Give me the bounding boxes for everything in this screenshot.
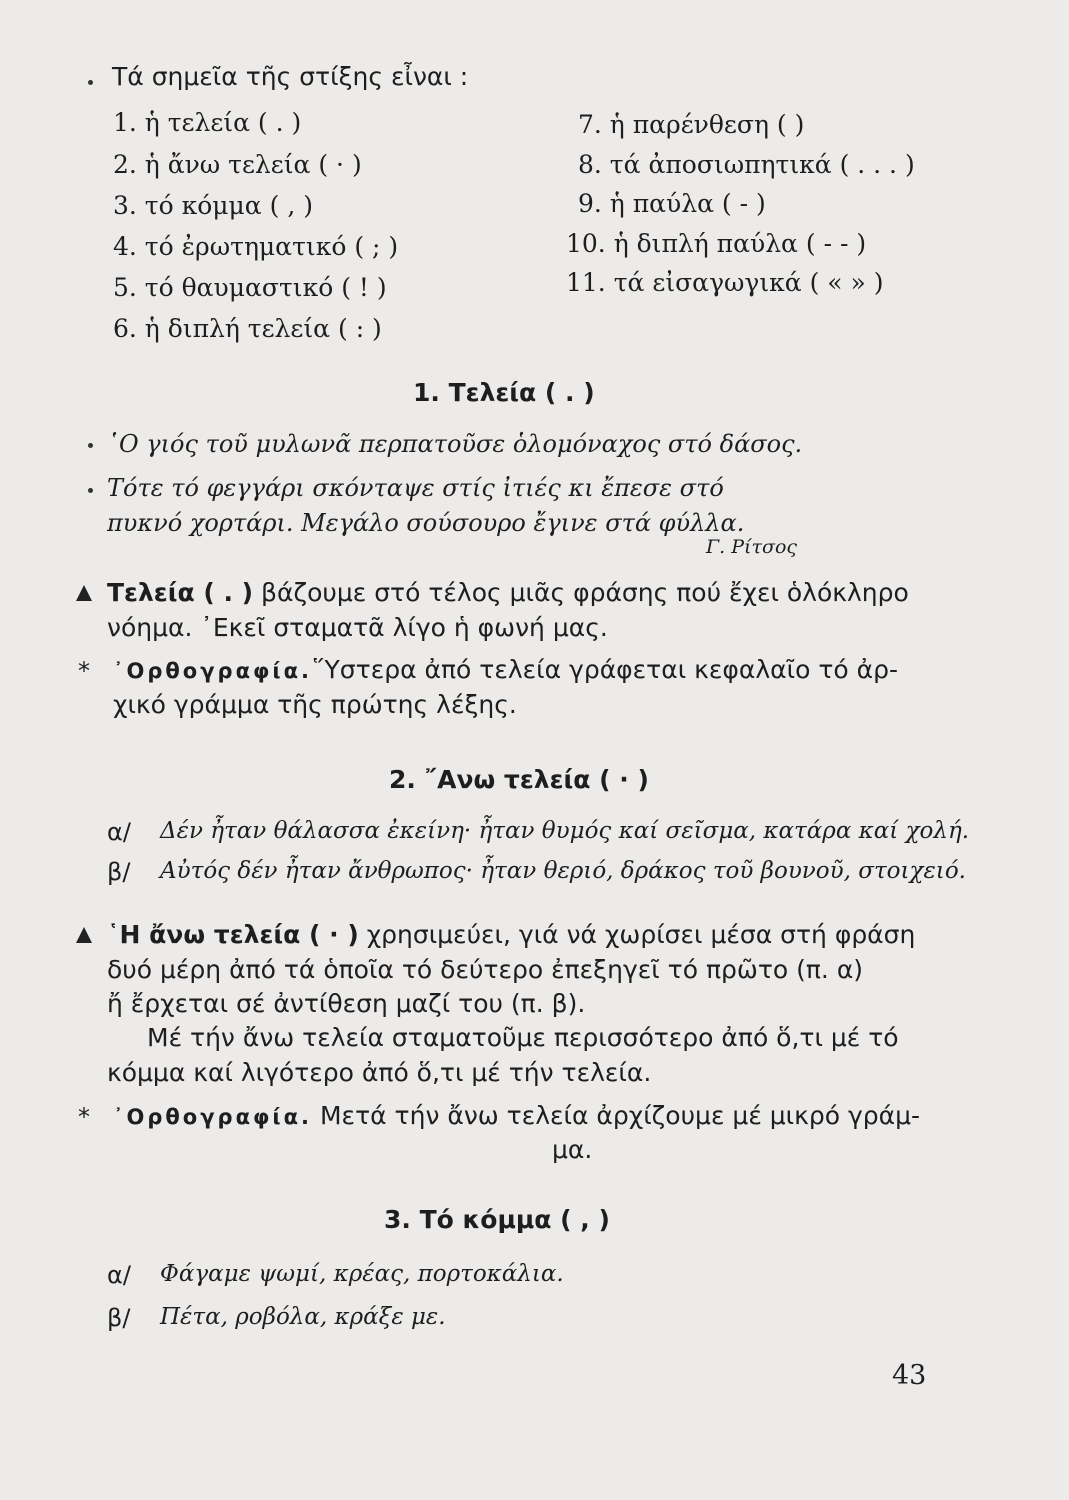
author-credit: Γ. Ρίτσος xyxy=(706,536,798,558)
section1-rule-line1 xyxy=(107,578,909,607)
example-a: Φάγαμε ψωμί, κρέας, πορτοκάλια. xyxy=(160,1261,564,1287)
rule-text: χρησιμεύει, γιά νά χωρίσει μέσα στή φράση xyxy=(358,920,916,949)
example-a: Δέν ἦταν θάλασσα ἐκείνη· ἦταν θυμός καί σεῖσμα, κατάρα καί χολή. xyxy=(160,818,970,844)
rule-triangle-icon xyxy=(76,585,92,601)
section2-ortho-line2: μα. xyxy=(552,1135,593,1164)
example-label-b: β/ xyxy=(107,1304,131,1332)
ortho-label: ᾿Ορθογραφία. xyxy=(113,1105,313,1129)
mark-item-3: 3. τό κόμμα ( , ) xyxy=(113,191,313,220)
mark-item-1: 1. ἡ τελεία ( . ) xyxy=(113,108,302,137)
mark-item-11: 11. τά εἰσαγωγικά ( « » ) xyxy=(566,268,884,297)
asterisk-icon: * xyxy=(78,1103,90,1131)
section2-rule-line4: Μέ τήν ἄνω τελεία σταματοῦμε περισσότερο ἀπό ὅ,τι μέ τό xyxy=(147,1023,899,1052)
intro-text: Τά σημεῖα τῆς στίξης εἶναι : xyxy=(112,62,469,91)
mark-item-4: 4. τό ἐρωτηματικό ( ; ) xyxy=(113,232,399,261)
example-label-a: α/ xyxy=(107,818,131,846)
ortho-text: Μετά τήν ἄνω τελεία ἀρχίζουμε μέ μικρό γράμ- xyxy=(319,1101,921,1130)
example-b: Αὐτός δέν ἦταν ἄνθρωπος· ἦταν θεριό, δράκος τοῦ βουνοῦ, στοιχειό. xyxy=(160,858,966,884)
asterisk-icon: * xyxy=(78,657,90,685)
mark-item-6: 6. ἡ διπλή τελεία ( : ) xyxy=(113,314,382,343)
mark-item-8: 8. τά ἀποσιωπητικά ( . . . ) xyxy=(578,150,915,179)
mark-item-2: 2. ἡ ἄνω τελεία ( · ) xyxy=(113,150,362,179)
section1-rule-line2: νόημα. ᾿Εκεῖ σταματᾶ λίγο ἡ φωνή μας. xyxy=(107,613,608,642)
section1-ortho-line1 xyxy=(113,655,898,684)
example-label-a: α/ xyxy=(107,1261,131,1289)
rule-term: Τελεία ( . ) xyxy=(107,578,254,607)
example-b: Πέτα, ροβόλα, κράξε με. xyxy=(160,1304,446,1330)
mark-item-5: 5. τό θαυμαστικό ( ! ) xyxy=(113,273,387,302)
example-line-2: Τότε τό φεγγάρι σκόνταψε στίς ἰτιές κι ἔπεσε στό xyxy=(107,474,724,502)
section2-rule-line2: δυό μέρη ἀπό τά ὁποῖα τό δεύτερο ἐπεξηγεῖ τό πρῶτο (π. α) xyxy=(107,955,864,984)
section2-ortho-line1 xyxy=(113,1101,920,1130)
rule-term: ῾Η ἄνω τελεία ( · ) xyxy=(107,920,359,949)
example-line-1: ῾Ο γιός τοῦ μυλωνᾶ περπατοῦσε ὁλομόναχος στό δάσος. xyxy=(107,430,803,458)
section3-heading: 3. Τό κόμμα ( , ) xyxy=(384,1205,610,1234)
bullet-dot xyxy=(88,488,93,493)
bullet-dot xyxy=(88,443,93,448)
mark-item-9: 9. ἡ παύλα ( - ) xyxy=(578,189,766,218)
example-line-3: πυκνό χορτάρι. Μεγάλο σούσουρο ἔγινε στά φύλλα. xyxy=(107,509,745,537)
section1-ortho-line2: χικό γράμμα τῆς πρώτης λέξης. xyxy=(113,690,517,719)
mark-item-7: 7. ἡ παρένθεση ( ) xyxy=(578,110,805,139)
page-number: 43 xyxy=(892,1360,927,1391)
example-label-b: β/ xyxy=(107,858,131,886)
bullet-dot xyxy=(88,80,93,85)
ortho-label: ᾿Ορθογραφία. xyxy=(113,659,313,683)
ortho-text: ῞Υστερα ἀπό τελεία γράφεται κεφαλαῖο τό ἀρ- xyxy=(312,655,898,684)
section2-heading: 2. ῎Ανω τελεία ( · ) xyxy=(389,765,649,794)
section2-rule-line1 xyxy=(107,920,915,949)
rule-text: βάζουμε στό τέλος μιᾶς φράσης πού ἔχει ὁλόκληρο xyxy=(253,578,909,607)
section2-rule-line5: κόμμα καί λιγότερο ἀπό ὅ,τι μέ τήν τελεία. xyxy=(107,1058,652,1087)
section1-heading: 1. Τελεία ( . ) xyxy=(413,378,595,407)
section2-rule-line3: ἤ ἔρχεται σέ ἀντίθεση μαζί του (π. β). xyxy=(107,989,586,1018)
rule-triangle-icon xyxy=(76,927,92,943)
mark-item-10: 10. ἡ διπλή παύλα ( - - ) xyxy=(566,229,867,258)
